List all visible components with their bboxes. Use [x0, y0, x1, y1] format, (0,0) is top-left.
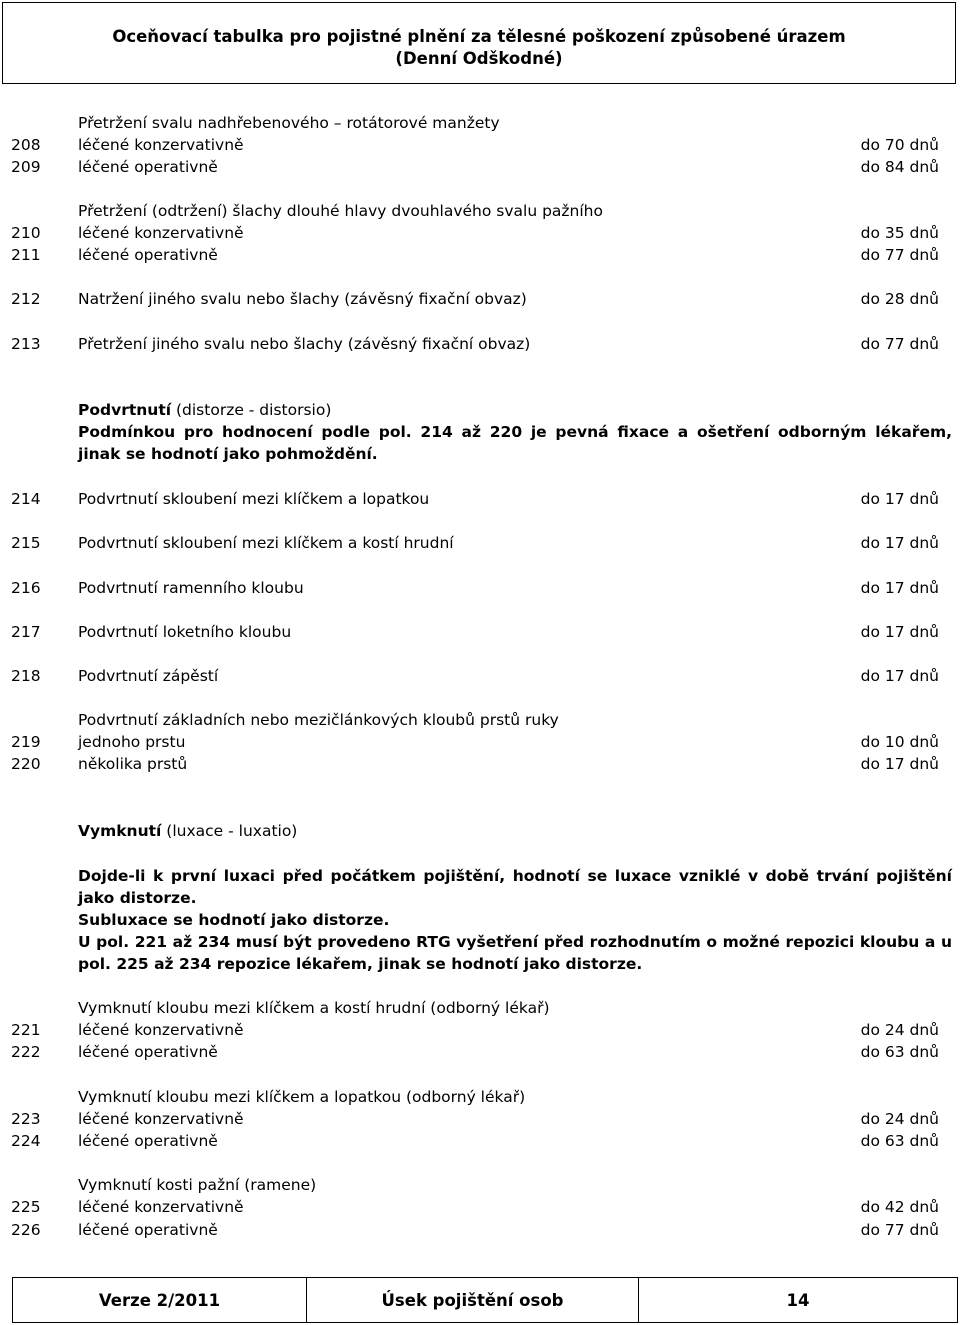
item-text: léčené konzervativně [78, 1021, 244, 1039]
vymknuti-note-2: Subluxace se hodnotí jako distorze. [78, 911, 390, 929]
item-duration: do 17 dnů [860, 534, 939, 552]
table-row [0, 665, 960, 687]
item-text: Podvrtnutí loketního kloubu [78, 623, 292, 641]
item-number: 223 [11, 1110, 41, 1128]
item-duration: do 84 dnů [860, 158, 939, 176]
table-row [0, 532, 960, 554]
item-number: 214 [11, 490, 41, 508]
item-duration: do 77 dnů [860, 246, 939, 264]
item-number: 221 [11, 1021, 41, 1039]
item-text: léčené operativně [78, 158, 218, 176]
item-number: 215 [11, 534, 41, 552]
section-heading: Vymknutí kloubu mezi klíčkem a lopatkou (odborný lékař) [78, 1088, 526, 1106]
item-text: léčené operativně [78, 246, 218, 264]
item-number: 226 [11, 1221, 41, 1239]
table-row [0, 1196, 960, 1218]
podvrtnuti-note: Podmínkou pro hodnocení podle pol. 214 až 220 je pevná fixace a ošetření odborným lékařem, jinak se hodnotí jako pohmoždění. [78, 423, 952, 463]
item-number: 225 [11, 1198, 41, 1216]
item-text: Podvrtnutí skloubení mezi klíčkem a kostí hrudní [78, 534, 454, 552]
footer-department: Úsek pojištění osob [307, 1278, 639, 1322]
table-row [0, 577, 960, 599]
table-row [0, 156, 960, 178]
item-number: 217 [11, 623, 41, 641]
table-row [0, 222, 960, 244]
item-duration: do 10 dnů [860, 733, 939, 751]
item-text: Podvrtnutí zápěstí [78, 667, 219, 685]
item-duration: do 17 dnů [860, 667, 939, 685]
item-text: léčené konzervativně [78, 1198, 244, 1216]
item-text: Podvrtnutí skloubení mezi klíčkem a lopatkou [78, 490, 430, 508]
item-duration: do 42 dnů [860, 1198, 939, 1216]
table-row [0, 621, 960, 643]
item-text: léčené operativně [78, 1043, 218, 1061]
vymknuti-note-3: U pol. 221 až 234 musí být provedeno RTG vyšetření před rozhodnutím o možné repozici kloubu a u pol. 225 až 234 repozice lékařem, jinak se hodnotí jako distorze. [78, 933, 952, 973]
item-duration: do 17 dnů [860, 623, 939, 641]
item-number: 218 [11, 667, 41, 685]
item-duration: do 28 dnů [860, 290, 939, 308]
item-number: 209 [11, 158, 41, 176]
section-heading-vymknuti: Vymknutí (luxace - luxatio) [78, 822, 298, 840]
table-row [0, 1219, 960, 1241]
table-row [0, 288, 960, 310]
item-number: 222 [11, 1043, 41, 1061]
section-heading-podvrtnuti: Podvrtnutí (distorze - distorsio) [78, 401, 332, 419]
item-duration: do 17 dnů [860, 579, 939, 597]
page-title: Oceňovací tabulka pro pojistné plnění za tělesné poškození způsobené úrazem [112, 27, 846, 46]
item-text: Přetržení jiného svalu nebo šlachy (závěsný fixační obvaz) [78, 335, 531, 353]
table-row [0, 1019, 960, 1041]
table-row [0, 333, 960, 355]
table-row [0, 1041, 960, 1063]
item-text: jednoho prstu [78, 733, 186, 751]
item-number: 216 [11, 579, 41, 597]
table-row [0, 1108, 960, 1130]
footer-version: Verze 2/2011 [13, 1278, 307, 1322]
item-text: léčené konzervativně [78, 1110, 244, 1128]
table-row [0, 753, 960, 775]
item-duration: do 77 dnů [860, 1221, 939, 1239]
item-duration: do 24 dnů [860, 1110, 939, 1128]
page-footer [12, 1277, 958, 1323]
table-row [0, 731, 960, 753]
item-text: léčené konzervativně [78, 136, 244, 154]
item-number: 224 [11, 1132, 41, 1150]
item-text: léčené konzervativně [78, 224, 244, 242]
page-subtitle: (Denní Odškodné) [395, 49, 563, 68]
page-header [2, 2, 956, 84]
item-number: 208 [11, 136, 41, 154]
item-duration: do 63 dnů [860, 1132, 939, 1150]
item-number: 213 [11, 335, 41, 353]
item-duration: do 70 dnů [860, 136, 939, 154]
item-text: Podvrtnutí ramenního kloubu [78, 579, 304, 597]
table-row [0, 244, 960, 266]
table-row [0, 134, 960, 156]
item-duration: do 17 dnů [860, 490, 939, 508]
item-duration: do 17 dnů [860, 755, 939, 773]
item-duration: do 77 dnů [860, 335, 939, 353]
table-row [0, 488, 960, 510]
item-number: 212 [11, 290, 41, 308]
footer-page-number: 14 [786, 1290, 810, 1310]
item-number: 210 [11, 224, 41, 242]
item-number: 219 [11, 733, 41, 751]
item-duration: do 63 dnů [860, 1043, 939, 1061]
table-row [0, 1130, 960, 1152]
item-duration: do 24 dnů [860, 1021, 939, 1039]
section-heading: Vymknutí kosti pažní (ramene) [78, 1176, 317, 1194]
item-duration: do 35 dnů [860, 224, 939, 242]
item-text: léčené operativně [78, 1221, 218, 1239]
section-heading: Podvrtnutí základních nebo mezičlánkových kloubů prstů ruky [78, 711, 559, 729]
item-number: 211 [11, 246, 41, 264]
item-text: léčené operativně [78, 1132, 218, 1150]
item-number: 220 [11, 755, 41, 773]
item-text: Natržení jiného svalu nebo šlachy (závěsný fixační obvaz) [78, 290, 527, 308]
section-heading: Přetržení svalu nadhřebenového – rotátorové manžety [78, 114, 500, 132]
section-heading: Vymknutí kloubu mezi klíčkem a kostí hrudní (odborný lékař) [78, 999, 550, 1017]
section-heading: Přetržení (odtržení) šlachy dlouhé hlavy dvouhlavého svalu pažního [78, 202, 603, 220]
item-text: několika prstů [78, 755, 188, 773]
vymknuti-note-1: Dojde-li k první luxaci před počátkem pojištění, hodnotí se luxace vzniklé v době trvání pojištění jako distorze. [78, 867, 952, 907]
